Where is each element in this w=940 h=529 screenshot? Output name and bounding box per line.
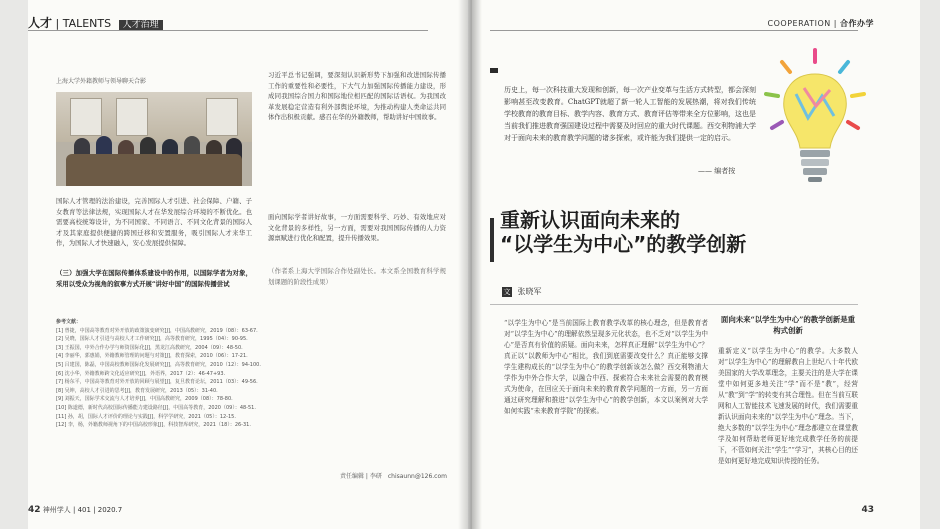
right-page-number: 43 <box>861 505 874 515</box>
pen-icon: 文 <box>503 288 511 296</box>
header-tag: 人才治理 <box>119 20 163 30</box>
photo-table <box>66 154 242 186</box>
reference-item: [12] 李，杨，外籍教师视角下的中国高校形象[J]，科技智库研究，2021（18）：26-31. <box>56 422 251 429</box>
right-header: COOPERATION | 合作办学 <box>767 19 874 28</box>
left-col2-text2: 面向国际学者讲好故事，一方面需要科学、巧妙、有效地应对文化背景的多样性，另一方面，需要对我国国际传播的人力资源禀赋进行优化和配置，提升传播效果。 <box>268 213 446 243</box>
references-heading: 参考文献： <box>56 319 82 325</box>
reference-item: [9] 刘振天，国际学术交流与人才培养[J]，中国高教研究，2009（08）：78-80. <box>56 396 233 403</box>
reference-item: [7] 杨东平，中国高等教育对外开放的回顾与展望[J]，复旦教育论坛，2011（03）：49-56. <box>56 379 258 386</box>
right-col1-text: “以学生为中心”是当前国际上教育教学改革的核心理念，但是教育者对“以学生为中心”的理解依然呈现多元化状态，也不乏对“以学生为中心”是否真有价值的质疑。面向未来，怎样真正理解“以学生为中心”？真正以“以教师为中心”相比，我们到底需要改变什么？真正能够支撑学生建构成长的“以学生为中心”的教学创新该怎么做？西交利物浦大学作为中外合作大学，以融合中西、探索符合未来社会需要的教育模式为使命，在回应关于面向未来的教育教学问题的一方面，另一方面通过研究理解和推进“以学生为中心”的教学创新，本文以案例对大学如何实践“未来教育学院”的探索。 <box>504 319 708 415</box>
reference-item: [8] 吴坤，高校人才引进的思考[J]，教育发展研究，2013（05）：31-40. <box>56 387 218 394</box>
editors-note-signature: —— 编者按 <box>698 167 736 175</box>
left-col2-text: 习近平总书记强调，要深刻认识新形势下加强和改进国际传播工作的重要性和必要性，下大气力加强国际传播能力建设，形成同我国综合国力和国际地位相匹配的国际话语权。为我国改革发展稳定营造有利外部舆论环境，为推动构建人类命运共同体作出积极贡献。感召在华的外籍教师，帮助讲好中国故事。 <box>268 71 446 122</box>
header-en: COOPERATION <box>767 19 831 28</box>
header-rule-right <box>490 30 858 31</box>
reference-item: [6] 沈小华，外籍教师跨文化适应研究[J]，外语界，2017（2）：46-47+93. <box>56 370 226 377</box>
header-cn: 合作办学 <box>840 19 874 28</box>
reference-item: [10] 陈道德，新时代高校国际传播能力建设路径[J]，中国高等教育，2020（09）：48-51. <box>56 404 256 411</box>
reference-item: [5] 吕建国，陈磊，中国高校教师国际化发展研究[J]，高等教育研究，2010（12）：94-100. <box>56 361 261 368</box>
editors-note: 历史上，每一次科技重大发现和创新，每一次产业变革与生活方式转型，都会深刻影响甚至改变教育。ChatGPT就超了新一轮人工智能的发展热潮，将对我们传统学校教育的教育目标、教学内容、教育方式、教育评估等带来全方位影响，这也是当前我们推进教育强国建设过程中需要及时回应的重大时代课题。西交利物浦大学对于面向未来的教育教学问题的诸多探索，或许能为我们提供一定的启示。 <box>504 86 756 142</box>
left-page-number: 42 <box>28 505 41 515</box>
header-brand: 人才 <box>28 16 53 30</box>
book-gutter <box>458 0 482 529</box>
left-col1-text: 国际人才管理的法治建设，完善国际人才引进、社会保障、户籍、子女教育等法律法规，实现国际人才在华发展综合环境的不断优化。也需要高校统筹设计，为不同国家、不同语言、不同文化背景的国际人才及其家庭提供便捷的跨国迁移和安置服务，吸引国际人才来华工作，为国际人才快速融入，安心发展提供保障。 <box>56 197 252 248</box>
header-label: | TALENTS <box>55 17 112 30</box>
group-photo <box>56 92 252 186</box>
left-col1-heading: （三）加强大学在国际传播体系建设中的作用，以国际学者为对象，采用以受众为视角的叙事方式开展“讲好中国”的国际传播尝试 <box>56 269 252 288</box>
photo-caption: 上海大学外籍教师与领导聊天合影 <box>56 78 147 85</box>
left-header <box>28 14 163 31</box>
photo-window <box>206 98 238 136</box>
header-rule <box>28 30 428 31</box>
reference-item: [2] 吴晓，国际人才引进与高校人才工作研究[J]，高等教育研究，1995（04）：90-95. <box>56 336 248 343</box>
photo-window <box>70 98 102 136</box>
title-line-1: 重新认识面向未来的 <box>500 208 680 232</box>
reference-item: [1] 曾捷，中国高等教育对外开放的政策演变研究[J]，中国高教研究，2019（08）：63-67. <box>56 327 258 334</box>
lightbulb-icon <box>760 44 870 194</box>
reference-item: [4] 李丽华，郭惠娟，外籍教师管理的问题与对策[J]，教育探索，2010（06）：17-21. <box>56 353 248 360</box>
reference-item: [3] 王振国，中外合作办学与师资国际化[J]，黑龙江高教研究，2004（09）：48-50. <box>56 344 243 351</box>
footer-info: 神州学人 | 401 | 2020.7 <box>42 506 123 514</box>
left-footer <box>28 505 122 515</box>
section-heading: 面向未来“以学生为中心”的教学创新是重构式创新 <box>720 315 856 335</box>
references <box>56 318 436 430</box>
author-line <box>502 286 542 297</box>
title-bar <box>490 218 494 262</box>
reference-item: [11] 孙，胡，国际人才评价的理论与实践[J]，科学学研究，2021（05）：12-15. <box>56 413 236 420</box>
title-line-2: “以学生为中心”的教学创新 <box>500 232 747 256</box>
author-name: 张晓军 <box>517 287 542 296</box>
article-title <box>500 208 746 256</box>
author-note: （作者系上海大学国际合作处副处长。本文系全国教育科学规划课题的阶段性成果） <box>268 267 446 286</box>
right-col2-text: 重新定义“以学生为中心”的教学。大多数人对“以学生为中心”的理解教自上世纪八十年代欧美国家的大学改革理念，主要关注的是大学在课堂中如何更多地关注“学”而不是“教”，经营从“教”到“学”的转变有其合理性。但在当前互联网和人工智能技术飞速发展的时代，我们需要重新认识面向未来的“以学生为中心”理念。当下，绝大多数的“以学生为中心”理念都建立在课堂教学及如何帮助老师更好地完成教学任务的前提下，不管如何关注“学生”“学习”，其核心目的还是如何更好地完成知识传授的任务。 <box>718 347 858 465</box>
author-divider <box>490 304 858 305</box>
intro-marker <box>490 68 498 73</box>
editor-credit: 责任编辑 | 李研 chisaunn@126.com <box>340 473 447 480</box>
photo-window <box>116 98 148 136</box>
